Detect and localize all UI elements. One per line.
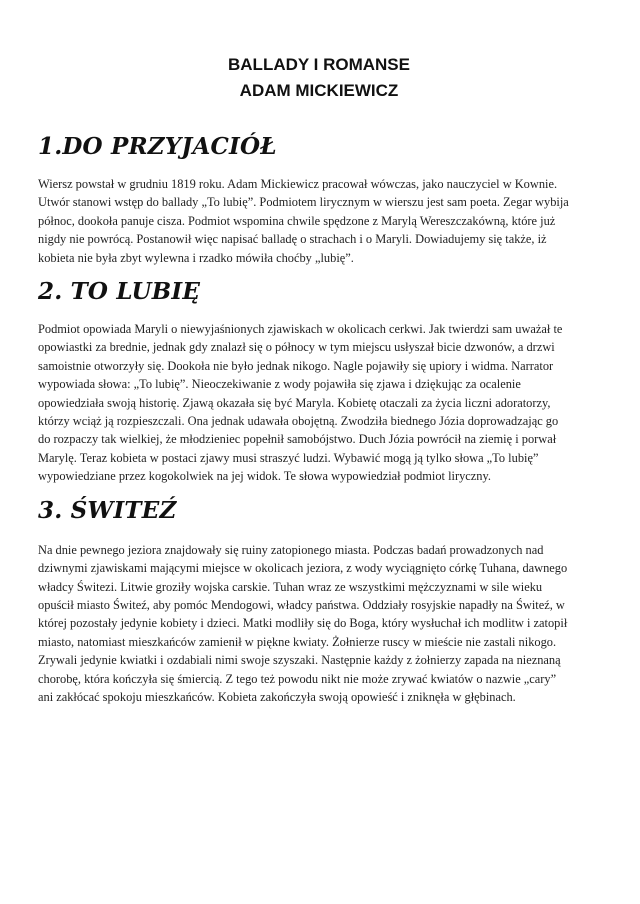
document-title [38, 52, 600, 104]
section-heading: 3. ŚWITEŹ [38, 496, 177, 524]
section-paragraph: Na dnie pewnego jeziora znajdowały się ruiny zatopionego miasta. Podczas badań prowadzonych nad dziwnymi zjawiskami mającymi miejsce w okolicach jeziora, z wody wyciągnięto córkę Tuhana, dawnego władcy Świtezi. Litwie groziły wojska carskie. Tuhan wraz ze wszystkimi mężczyznami w sile wieku opuścił miasto Świteź, aby pomóc Mendogowi, władcy państwa. Oddziały rosyjskie napadły na Świteź, w której pozostały jedynie kobiety i dzieci. Matki modliły się do Boga, który wysłuchał ich modlitw i zatopił miasto, natomiast mieszkańców zamienił w piękne kwiaty. Żołnierze ruscy w mieście nie zastali nikogo. Zrywali jedynie kwiatki i ozdabiali nimi swoje szyszaki. Następnie każdy z żołnierzy zapada na nieznaną chorobę, która kończyła się śmiercią. Z tego też powodu nikt nie może zrywać kwiatów o nazwie „cary” ani zakłócać spokoju mieszkańców. Kobieta zakończyła swoją opowieść i zniknęła w głębinach. [38, 542, 568, 704]
document-title-line-2: ADAM MICKIEWICZ [239, 81, 399, 100]
section-heading: 2. TO LUBIĘ [38, 278, 201, 306]
section-paragraph: Wiersz powstał w grudniu 1819 roku. Adam Mickiewicz pracował wówczas, jako nauczyciel w Kownie. Utwór stanowi wstęp do ballady „To lubię”. Podmiotem lirycznym w wierszu jest sam poeta. Zegar wybija północ, dookoła panuje cisza. Podmiot wspomina chwile spędzone z Marylą Wereszczakówną, które już nigdy nie powrócą. Postanowił więc napisać balladę o strachach i o Maryli. Dowiadujemy się także, iż kobieta nie była zbyt wylewna i rzadko mówiła choćby „lubię”. [38, 177, 569, 265]
section-heading: 1.DO PRZYJACIÓŁ [38, 133, 277, 160]
section-to-lubie [38, 277, 600, 486]
document-title-line-1: BALLADY I ROMANSE [228, 55, 410, 74]
section-paragraph: Podmiot opowiada Maryli o niewyjaśnionych zjawiskach w okolicach cerkwi. Jak twierdzi sam uważał te opowiastki za brednie, jednak gdy znalazł się o północy w tym miejscu usłyszał bicie dzwonów, a drzwi samoistnie otworzyły się. Dookoła nie było jednak nikogo. Nagle pojawiły się upiory i widma. Narrator wypowiada słowa: „To lubię”. Nieoczekiwanie z wody pojawiła się zjawa i dziękując za ocalenie opowiedziała swoją historię. Zjawą okazała się być Maryla. Kobietę otaczali za życia liczni adoratorzy, którzy wciąż ją rozpieszczali. Ona jednak udawała obojętną. Zwodziła biednego Józia doprowadzając go do rozpaczy tak wielkiej, że młodzieniec popełnił samobójstwo. Duch Józia powrócił na ziemię i porwał Marylę. Teraz kobieta w postaci zjawy musi straszyć ludzi. Wybawić mogą ją tylko słowa „To lubię” wypowiedziane przez kogokolwiek na jej widok. Te słowa wypowiedział podmiot liryczny. [38, 322, 563, 484]
section-do-przyjaciol [38, 132, 600, 267]
section-switez [38, 496, 600, 707]
